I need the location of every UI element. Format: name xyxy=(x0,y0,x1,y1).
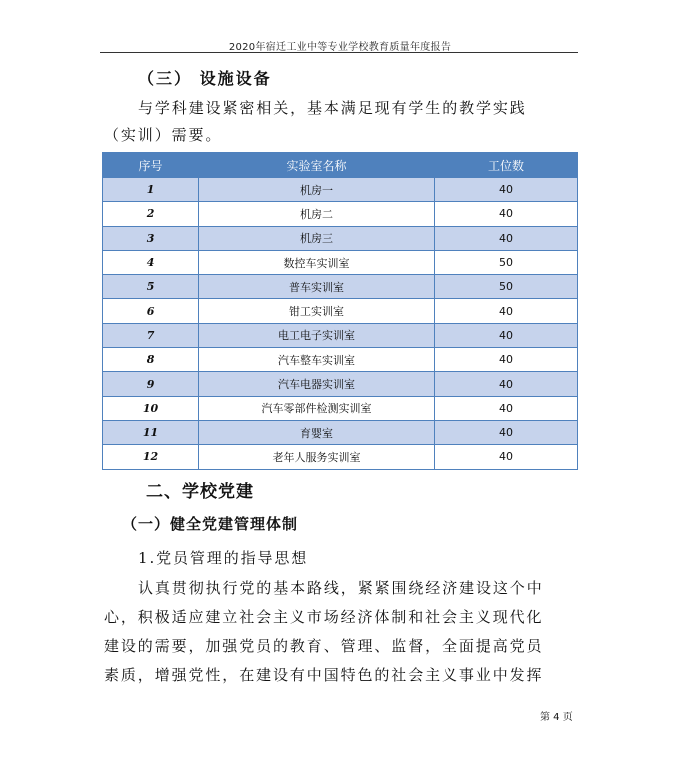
workstation-count: 40 xyxy=(434,348,577,372)
item-heading: 1.党员管理的指导思想 xyxy=(138,549,309,567)
lab-name: 汽车零部件检测实训室 xyxy=(199,396,435,420)
lab-name: 钳工实训室 xyxy=(199,299,435,323)
workstation-count: 40 xyxy=(434,372,577,396)
paragraph-line: 与学科建设紧密相关，基本满足现有学生的教学实践 xyxy=(138,99,527,117)
lab-table xyxy=(102,152,578,470)
workstation-count: 50 xyxy=(434,275,577,299)
table-row xyxy=(103,299,578,323)
header-divider xyxy=(100,52,578,53)
row-index: 3 xyxy=(103,226,199,250)
workstation-count: 40 xyxy=(434,396,577,420)
table-row xyxy=(103,420,578,444)
table-row xyxy=(103,348,578,372)
row-index: 8 xyxy=(103,348,199,372)
page-number: 第 4 页 xyxy=(540,712,573,723)
workstation-count: 40 xyxy=(434,299,577,323)
table-row xyxy=(103,250,578,274)
row-index: 2 xyxy=(103,202,199,226)
column-header-lab-name: 实验室名称 xyxy=(199,153,435,178)
lab-name: 普车实训室 xyxy=(199,275,435,299)
row-index: 6 xyxy=(103,299,199,323)
table-header-row xyxy=(103,153,578,178)
row-index: 11 xyxy=(103,420,199,444)
page-header: 2020年宿迁工业中等专业学校教育质量年度报告 xyxy=(228,42,452,53)
section-heading-facilities: （三） 设施设备 xyxy=(138,69,272,88)
table-row xyxy=(103,445,578,469)
table-row xyxy=(103,372,578,396)
paragraph-line: 认真贯彻执行党的基本路线，紧紧围绕经济建设这个中 xyxy=(138,579,544,597)
paragraph-line: （实训）需要。 xyxy=(104,126,223,144)
lab-name: 汽车电器实训室 xyxy=(199,372,435,396)
paragraph-line: 建设的需要，加强党员的教育、管理、监督，全面提高党员 xyxy=(104,637,544,655)
workstation-count: 40 xyxy=(434,226,577,250)
row-index: 1 xyxy=(103,178,199,202)
table-row xyxy=(103,396,578,420)
workstation-count: 40 xyxy=(434,202,577,226)
workstation-count: 40 xyxy=(434,323,577,347)
table-row xyxy=(103,178,578,202)
row-index: 10 xyxy=(103,396,199,420)
row-index: 5 xyxy=(103,275,199,299)
section-heading-party: 二、学校党建 xyxy=(146,482,254,502)
workstation-count: 50 xyxy=(434,250,577,274)
paragraph-line: 心，积极适应建立社会主义市场经济体制和社会主义现代化 xyxy=(104,608,544,626)
table-row xyxy=(103,275,578,299)
lab-name: 老年人服务实训室 xyxy=(199,445,435,469)
lab-name: 电工电子实训室 xyxy=(199,323,435,347)
lab-name: 育婴室 xyxy=(199,420,435,444)
workstation-count: 40 xyxy=(434,178,577,202)
row-index: 7 xyxy=(103,323,199,347)
row-index: 12 xyxy=(103,445,199,469)
lab-name: 数控车实训室 xyxy=(199,250,435,274)
table-body xyxy=(103,178,578,470)
column-header-workstations: 工位数 xyxy=(434,153,577,178)
row-index: 9 xyxy=(103,372,199,396)
row-index: 4 xyxy=(103,250,199,274)
subsection-heading: （一）健全党建管理体制 xyxy=(122,515,299,533)
table-row xyxy=(103,323,578,347)
lab-name: 机房二 xyxy=(199,202,435,226)
table-row xyxy=(103,202,578,226)
lab-name: 机房三 xyxy=(199,226,435,250)
paragraph-line: 素质，增强党性，在建设有中国特色的社会主义事业中发挥 xyxy=(104,666,544,684)
workstation-count: 40 xyxy=(434,420,577,444)
workstation-count: 40 xyxy=(434,445,577,469)
lab-name: 机房一 xyxy=(199,178,435,202)
column-header-index: 序号 xyxy=(103,153,199,178)
table-row xyxy=(103,226,578,250)
lab-name: 汽车整车实训室 xyxy=(199,348,435,372)
